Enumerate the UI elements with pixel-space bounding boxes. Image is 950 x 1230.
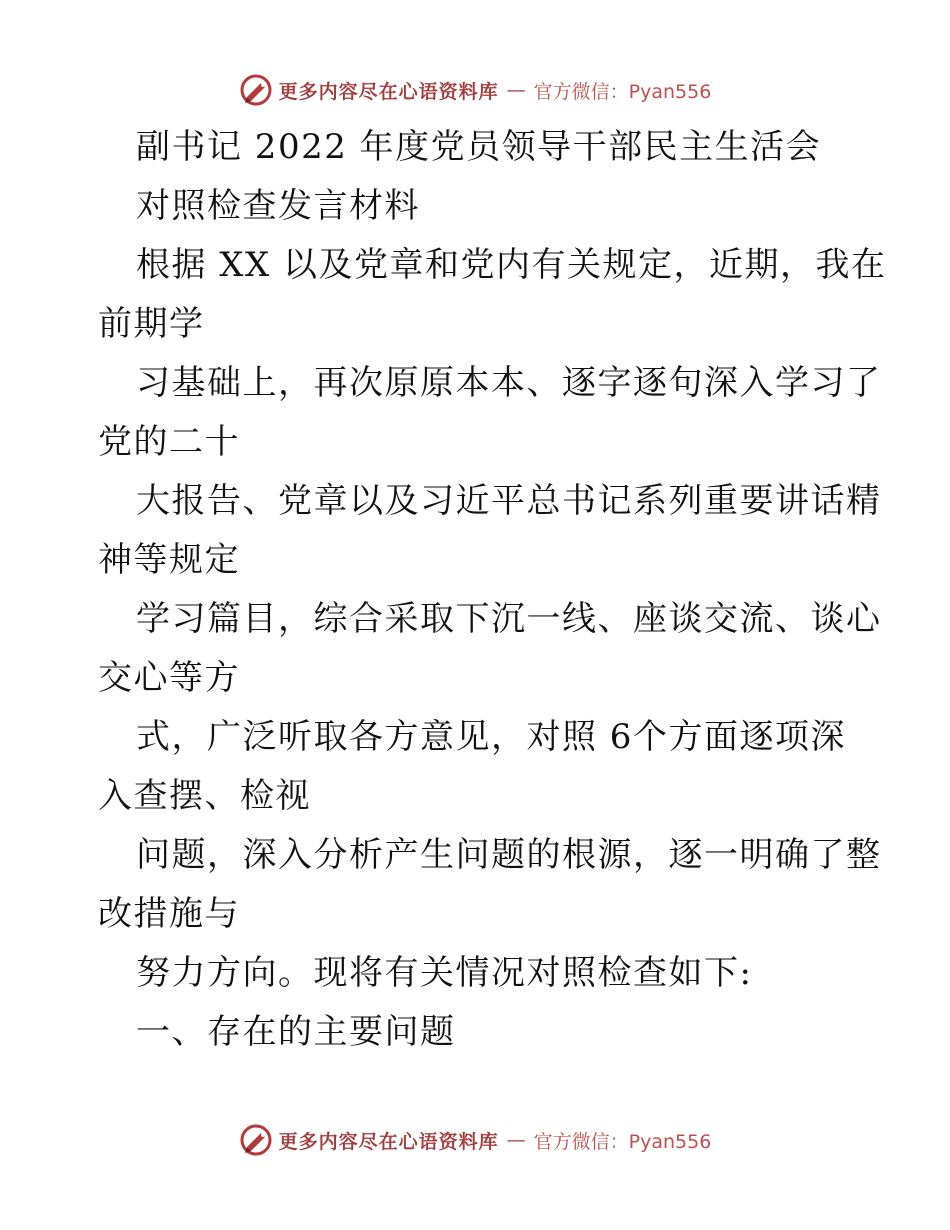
document-title-line-1: 副书记 2022 年度党员领导干部民主生活会 <box>136 127 822 167</box>
paragraph-line: 前期学 <box>98 304 205 344</box>
document-title-line-2: 对照检查发言材料 <box>136 186 420 226</box>
paragraph-line: 交心等方 <box>98 658 240 698</box>
paragraph-line: 习基础上，再次原原本本、逐字逐句深入学习了 <box>136 363 882 403</box>
watermark-contact: 官方微信：Pyan556 <box>533 1130 712 1153</box>
header-watermark <box>0 72 950 108</box>
watermark-text: 更多内容尽在心语资料库 <box>278 80 499 103</box>
paragraph-line: 改措施与 <box>98 894 240 934</box>
paragraph-line: 努力方向。现将有关情况对照检查如下: <box>136 953 753 993</box>
pen-logo-icon <box>239 1123 273 1157</box>
paragraph-line: 党的二十 <box>98 422 240 462</box>
paragraph-line: 大报告、党章以及习近平总书记系列重要讲话精 <box>136 481 882 521</box>
paragraph-line: 问题，深入分析产生问题的根源，逐一明确了整 <box>136 835 882 875</box>
paragraph-line: 入查摆、检视 <box>98 776 311 816</box>
pen-logo-icon <box>239 73 273 107</box>
watermark-text: 更多内容尽在心语资料库 <box>278 1130 499 1153</box>
watermark-contact: 官方微信：Pyan556 <box>533 80 712 103</box>
paragraph-line: 式，广泛听取各方意见，对照 6个方面逐项深 <box>136 717 846 757</box>
paragraph-line: 学习篇目，综合采取下沉一线、座谈交流、谈心 <box>136 599 882 639</box>
document-body <box>98 118 887 1062</box>
paragraph-line: 根据 XX 以及党章和党内有关规定，近期，我在 <box>136 245 887 285</box>
paragraph-line: 神等规定 <box>98 540 240 580</box>
section-heading: 一、存在的主要问题 <box>136 1012 456 1052</box>
footer-watermark <box>0 1122 950 1158</box>
watermark-separator: — <box>506 79 526 101</box>
watermark-separator: — <box>506 1129 526 1151</box>
